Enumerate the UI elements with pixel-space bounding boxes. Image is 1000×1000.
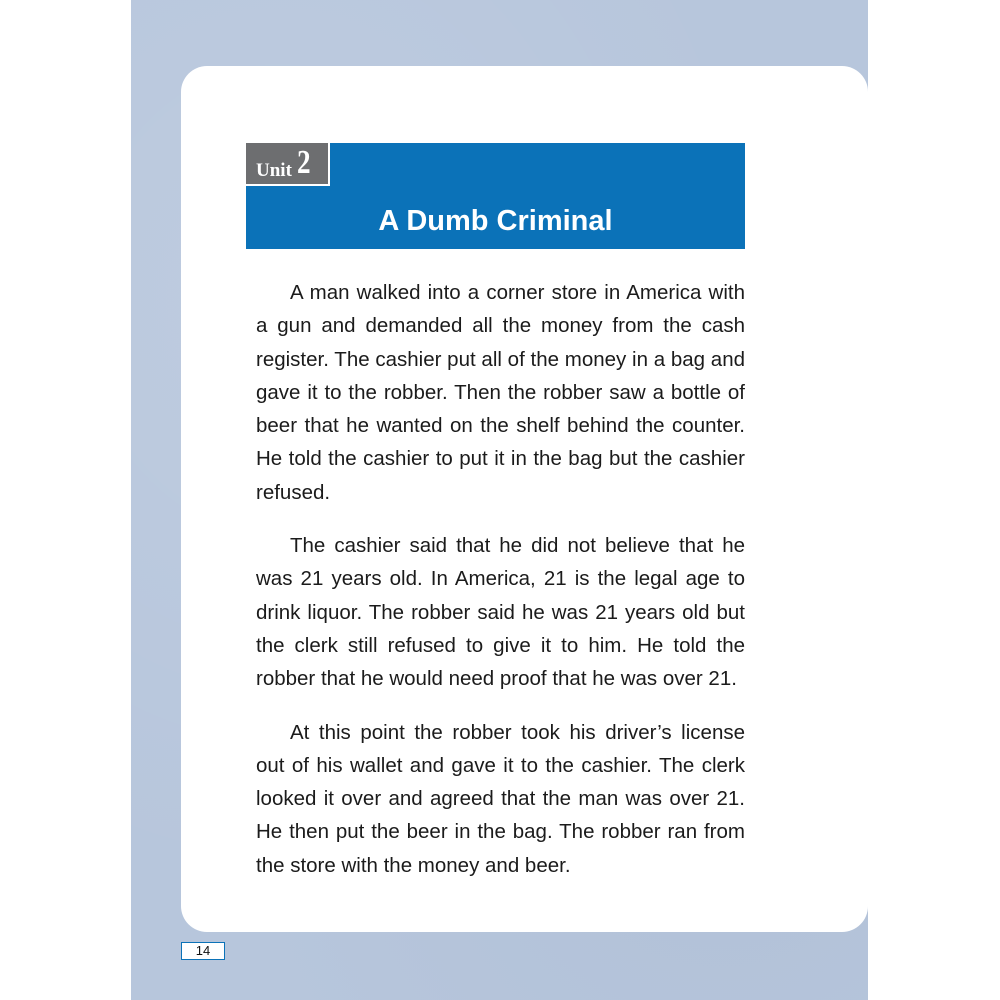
unit-number: 2 bbox=[296, 144, 311, 181]
story-text bbox=[256, 276, 745, 902]
page-number: 14 bbox=[181, 942, 225, 960]
unit-title: A Dumb Criminal bbox=[378, 205, 613, 237]
paragraph-3: At this point the robber took his driver’s license out of his wallet and gave it to the cashier. The clerk looked it over and agreed that the man was over 21. He then put the beer in the bag. The robber ran from the store with the money and beer. bbox=[256, 720, 745, 877]
unit-label-tab bbox=[246, 143, 330, 186]
paragraph-1: A man walked into a corner store in America with a gun and demanded all the money from the cash register. The cashier put all of the money in a bag and gave it to the robber. Then the robber saw a bottle of beer that he wanted on the shelf behind the counter. He told the cashier to put it in the bag but the cashier refused. bbox=[256, 281, 745, 504]
paragraph-2: The cashier said that he did not believe that he was 21 years old. In America, 21 is the legal age to drink liquor. The robber said he was 21 years old but the clerk still refused to give it to him. He told the robber that he would need proof that he was over 21. bbox=[256, 534, 745, 691]
unit-word: Unit bbox=[256, 160, 292, 181]
